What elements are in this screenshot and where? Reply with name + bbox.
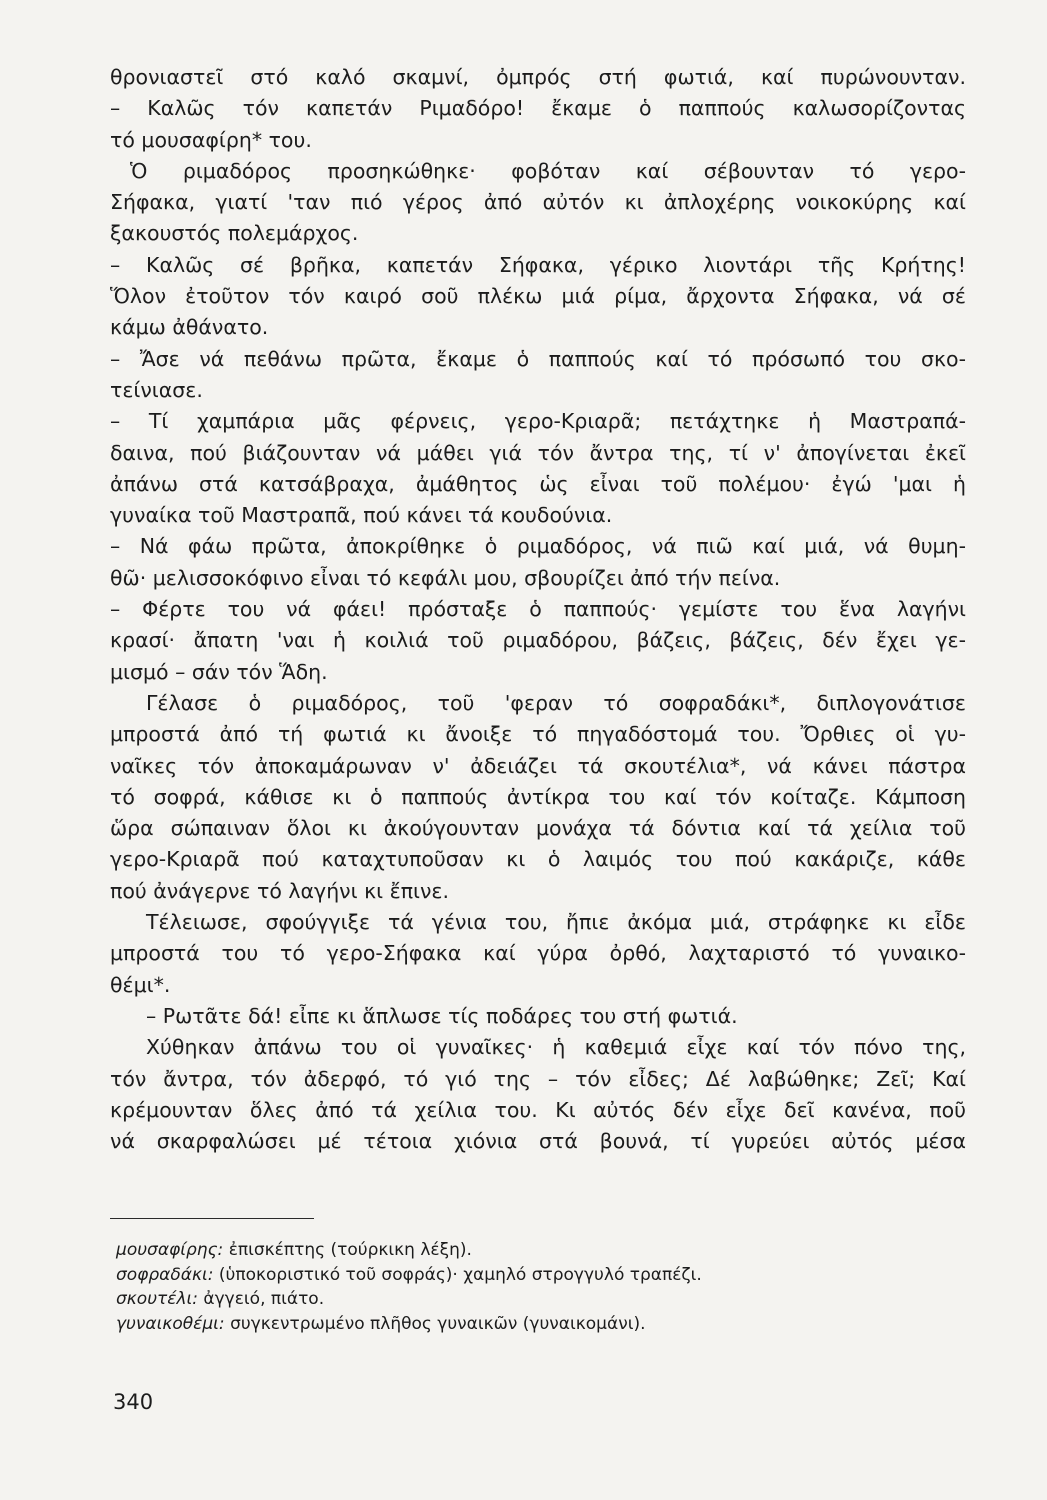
text-line: – Τί χαμπάρια μᾶς φέρνεις, γερο-Κριαρᾶ; πετάχτηκε ἡ Μαστραπά- (110, 409, 966, 434)
text-line: τείνιασε. (110, 377, 203, 402)
text-line: θέμι*. (110, 972, 171, 997)
text-line: κρέμουνταν ὅλες ἀπό τά χείλια του. Κι αὐτός δέν εἶχε δεῖ κανένα, ποῦ (110, 1097, 966, 1122)
text-line: μισμό – σάν τόν Ἅδη. (110, 659, 328, 684)
footnote (116, 1312, 956, 1337)
text-line: Χύθηκαν ἀπάνω του οἱ γυναῖκες· ἡ καθεμιά εἶχε καί τόν πόνο της, (146, 1035, 966, 1060)
footnote-term: σοφραδάκι: (116, 1264, 214, 1285)
text-line: κάμω ἀθάνατο. (110, 315, 269, 340)
text-line: Ὁ ριμαδόρος προσηκώθηκε· φοβόταν καί σέβουνταν τό γερο- (130, 158, 966, 183)
text-line: πού ἀνάγερνε τό λαγήνι κι ἔπινε. (110, 878, 450, 903)
footnote-term: γυναικοθέμι: (116, 1313, 225, 1334)
text-line: τό μουσαφίρη* του. (110, 127, 312, 152)
text-line: θῶ· μελισσοκόφινο εἶναι τό κεφάλι μου, σβουρίζει ἀπό τήν πείνα. (110, 565, 781, 590)
text-line: Τέλειωσε, σφούγγιξε τά γένια του, ἤπιε ἀκόμα μιά, στράφηκε κι εἶδε (146, 910, 966, 935)
page-body (110, 62, 966, 1157)
text-line: – Φέρτε του νά φάει! πρόσταξε ὁ παππούς· γεμίστε του ἕνα λαγήνι (110, 597, 966, 622)
text-line: γυναίκα τοῦ Μαστραπᾶ, πού κάνει τά κουδούνια. (110, 503, 613, 528)
footnote (116, 1287, 956, 1312)
text-line: ναῖκες τόν ἀποκαμάρωναν ν' ἀδειάζει τά σκουτέλια*, νά κάνει πάστρα (110, 753, 966, 778)
footnotes (116, 1238, 956, 1336)
text-line: – Ρωτᾶτε δά! εἶπε κι ἅπλωσε τίς ποδάρες του στή φωτιά. (146, 1003, 738, 1028)
page-number: 340 (113, 1390, 154, 1414)
text-line: θρονιαστεῖ στό καλό σκαμνί, ὀμπρός στή φωτιά, καί πυρώνουνταν. (110, 65, 966, 89)
text-line: κρασί· ἄπατη 'ναι ἡ κοιλιά τοῦ ριμαδόρου, βάζεις, βάζεις, δέν ἔχει γε- (110, 628, 966, 653)
text-line: Ὅλον ἐτοῦτον τόν καιρό σοῦ πλέκω μιά ρίμα, ἄρχοντα Σήφακα, νά σέ (110, 284, 966, 309)
footnote-definition: συγκεντρωμένο πλῆθος γυναικῶν (γυναικομάνι). (230, 1313, 646, 1334)
footnote (116, 1263, 956, 1288)
text-line: δαινα, πού βιάζουνταν νά μάθει γιά τόν ἄντρα της, τί ν' ἀπογίνεται ἐκεῖ (110, 440, 966, 465)
text-line: ξακουστός πολεμάρχος. (110, 221, 359, 246)
text-line: μπροστά ἀπό τή φωτιά κι ἄνοιξε τό πηγαδόστομά του. Ὄρθιες οἱ γυ- (110, 722, 966, 747)
footnote-definition: (ὑποκοριστικό τοῦ σοφράς)· χαμηλό στρογγυλό τραπέζι. (218, 1264, 702, 1285)
text-line: γερο-Κριαρᾶ πού καταχτυποῦσαν κι ὁ λαιμός του πού κακάριζε, κάθε (110, 847, 966, 872)
text-line: μπροστά του τό γερο-Σήφακα καί γύρα ὀρθό, λαχταριστό τό γυναικο- (110, 941, 966, 966)
footnote-definition: ἀγγειό, πιάτο. (203, 1289, 325, 1309)
footnote-term: μουσαφίρης: (116, 1240, 224, 1260)
text-line: – Καλῶς σέ βρῆκα, καπετάν Σήφακα, γέρικο λιοντάρι τῆς Κρήτης! (110, 252, 966, 277)
text-line: Σήφακα, γιατί 'ταν πιό γέρος ἀπό αὐτόν κι ἀπλοχέρης νοικοκύρης καί (110, 190, 966, 215)
text-line: – Καλῶς τόν καπετάν Ριμαδόρο! ἔκαμε ὁ παππούς καλωσορίζοντας (110, 96, 966, 121)
text-line: – Νά φάω πρῶτα, ἀποκρίθηκε ὁ ριμαδόρος, νά πιῶ καί μιά, νά θυμη- (110, 534, 966, 559)
footnote-divider (110, 1218, 314, 1219)
text-line: τόν ἄντρα, τόν ἀδερφό, τό γιό της – τόν εἶδες; Δέ λαβώθηκε; Ζεῖ; Καί (110, 1066, 966, 1091)
text-line: – Ἄσε νά πεθάνω πρῶτα, ἔκαμε ὁ παππούς καί τό πρόσωπό του σκο- (110, 346, 966, 371)
body-text (110, 62, 966, 1157)
footnote-definition: ἐπισκέπτης (τούρκικη λέξη). (228, 1240, 472, 1260)
footnote (116, 1238, 956, 1263)
footnote-term: σκουτέλι: (116, 1289, 198, 1309)
text-line: Γέλασε ὁ ριμαδόρος, τοῦ 'φεραν τό σοφραδάκι*, διπλογονάτισε (146, 690, 966, 715)
text-line: ὥρα σώπαιναν ὅλοι κι ἀκούγουνταν μονάχα τά δόντια καί τά χείλια τοῦ (110, 816, 966, 841)
text-line: τό σοφρά, κάθισε κι ὁ παππούς ἀντίκρα του καί τόν κοίταζε. Κάμποση (110, 784, 966, 809)
text-line: ἀπάνω στά κατσάβραχα, ἀμάθητος ὡς εἶναι τοῦ πολέμου· ἐγώ 'μαι ἡ (110, 471, 966, 496)
text-line: νά σκαρφαλώσει μέ τέτοια χιόνια στά βουνά, τί γυρεύει αὐτός μέσα (110, 1129, 966, 1154)
